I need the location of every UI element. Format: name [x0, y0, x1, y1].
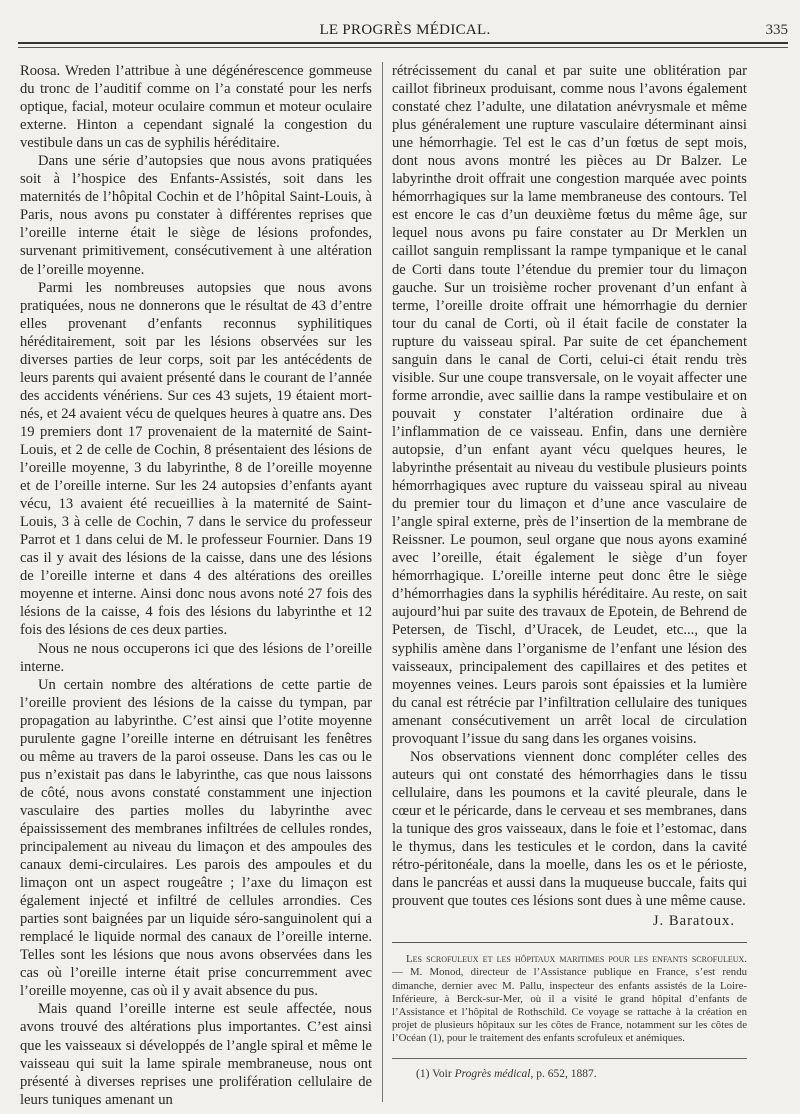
paragraph: Un certain nombre des altérations de cette partie de l’oreille provient des lésions de la caisse du tympan, par propagation au labyrinthe. C’est ainsi que l’otite moyenne purulente gagne l’oreille interne en détruisant les fenêtres ou même au travers de la paroi osseuse. Dans les cas ou le pus n’existait pas dans le labyrinthe, cas que nous laissons de côté, nous avons constaté constamment une injection vasculaire des parties molles du labyrinthe avec épaississement des membranes infiltrées de cellules rondes, principalement au niveau du limaçon et des ampoules des canaux demi-circulaires. Les parois des ampoules et du limaçon ont un aspect rougeâtre ; l’axe du limaçon est également injecté et infiltré de cellules arrondies. Ces parties sont baignées par un liquide séro-sanguinolent qui a remplacé le liquide normal des canaux de l’oreille interne. Telles sont les lésions que nous avons observées dans les cas où l’oreille interne était prise concurremment avec l’oreille moyenne, cas où il y avait absence du pus. [20, 676, 372, 1000]
header-rule-thin [18, 47, 788, 48]
paragraph: Nous ne nous occuperons ici que des lésions de l’oreille interne. [20, 640, 372, 675]
paragraph: Mais quand l’oreille interne est seule affectée, nous avons trouvé des altérations plus importantes. C’est ainsi que les vaisseaux si développés de l’angle spiral et même le vaisseau qui suit la lame spirale membraneuse, nous ont présenté à diverses reprises une prolifération cellulaire de leurs tuniques amenant un [20, 1001, 372, 1108]
news-notice [392, 953, 747, 1045]
footnote [392, 1067, 747, 1081]
footnote-prefix: (1) Voir [416, 1067, 452, 1080]
running-title: LE PROGRÈS MÉDICAL. [319, 22, 491, 38]
author-signature: J. Baratoux. [652, 913, 735, 930]
footnote-journal-title: Progrès médical [454, 1067, 531, 1080]
paragraph: Dans une série d’autopsies que nous avons pratiquées soit à l’hospice des Enfants-Assistés, soit dans les maternités de l’hôpital Cochin et de l’hôpital Saint-Louis, à Paris, nous avons pu constater à différentes reprises que l’oreille interne était le siège de lésions profondes, survenant primitivement, consécutivement à une altération de l’oreille moyenne. [20, 153, 372, 278]
paragraph: Nos observations viennent donc compléter celles des auteurs qui ont constaté des hémorrhagies dans le tissu cellulaire, dans les poumons et la cavité pleurale, dans le cœur et le péricarde, dans le cerveau et ses membranes, dans la tunique des gros vaisseaux, dans le foie et l’estomac, dans le thymus, dans les testicules et le cordon, dans la cavité rétro-péritonéale, dans la moelle, dans les os et le périoste, dans le pancréas et aussi dans la muqueuse buccale, faits qui prouvent que toutes ces lésions sont dues à une même cause. [392, 748, 747, 910]
footnote-rule [392, 1058, 747, 1059]
header-rule-thick [18, 42, 788, 44]
left-column [20, 62, 372, 1109]
page-header [22, 22, 788, 40]
notice-heading: Les scrofuleux et les hôpitaux maritimes pour les enfants scrofuleux. [406, 953, 747, 966]
page-number: 335 [765, 22, 788, 38]
paragraph: Roosa. Wreden l’attribue à une dégénérescence gommeuse du tronc de l’auditif comme on l’a constaté pour les nerfs optique, facial, moteur oculaire commun et moteur oculaire externe. Hinton a cependant signalé la congestion du vestibule dans un cas de syphilis héréditaire. [20, 63, 372, 152]
paragraph: rétrécissement du canal et par suite une oblitération par caillot fibrineux produisant, comme nous l’avons également constaté chez l’adulte, une dilatation anévrysmale et même plus généralement une rupture vasculaire déterminant ainsi une hémorrhagie. Tel est le cas d’un fœtus de sept mois, dont nous avons montré les pièces au Dr Balzer. Le labyrinthe droit offrait une congestion marquée avec points hémorrhagiques sur la lame membraneuse des contours. Tel est encore le cas d’un deuxième fœtus du même âge, sur lequel nous avons pu faire constater au Dr Merklen un caillot sanguin remplissant la rampe tympanique et le canal de Corti dans toute l’étendue du premier tour du limaçon gauche. Sur un troisième rocher provenant d’un enfant à terme, l’oreille droite offrait une hémorrhagie du dernier tour du canal de Corti, où il était facile de constater la rupture du vaisseau spiral. Par suite de cet épanchement sanguin dans le canal de Corti, celui-ci était rendu très visible. Sur une coupe transversale, on le voyait affecter une forme arrondie, avec saillie dans la rampe vestibulaire et on pouvait y constater l’altération ordinaire due à l’inflammation de ce vaisseau. Enfin, dans une dernière autopsie, d’un enfant ayant vécu quelques heures, le labyrinthe présentait au niveau du vestibule plusieurs points hémorrhagiques avec rupture du vaisseau spiral au niveau du premier tour du limaçon et d’une ance vasculaire de l’angle spiral externe, près de l’insertion de la membrane de Reissner. Le poumon, seul organe que nous ayons examiné avec l’oreille, était également le siège d’un foyer hémorrhagique. L’oreille interne peut donc être le siège d’hémorrhagies dans la syphilis héréditaire. Au reste, on sait aujourd’hui par suite des travaux de Epotein, de Behrend de Petersen, de Tischl, d’Uracek, de Leudet, etc..., que la syphilis amène dans l’organisme de l’enfant une lésion des vaisseaux, principalement des capillaires et des petites et moyennes veines. Leurs parois sont épaissies et la lumière du canal est rétrécie par l’infiltration cellulaire des tuniques amenant consécutivement un arrêt local de circulation provoquant l’issue du sang dans les organes voisins. [392, 63, 747, 747]
right-column [392, 62, 747, 1081]
footnote-suffix: , p. 652, 1887. [530, 1067, 597, 1080]
notice-body: — M. Monod, directeur de l’Assistance publique en France, s’est rendu dimanche, dernier avec M. Pallu, inspecteur des enfants assistés de la Loire-Inférieure, à Berck-sur-Mer, où il a visité le grand hôpital d’enfants de l’Assistance et l’hôpital de Rothschild. Ce voyage se rattache à la création en projet de plusieurs hôpitaux sur les côtes de France, notamment sur les côtes de l’Océan (1), pour le traitement des enfants scrofuleux et anémiques. [392, 966, 747, 1045]
section-rule [392, 942, 747, 943]
column-divider [382, 62, 383, 1102]
paragraph: Parmi les nombreuses autopsies que nous avons pratiquées, nous ne donnerons que le résultat de 43 d’entre elles provenant d’enfants reconnus syphilitiques héréditairement, soit par les lésions observées sur les diverses parties de leur corps, soit par les antécédents de leurs parents qui avaient présenté dans le courant de l’année des accidents vénériens. Sur ces 43 sujets, 19 étaient mort-nés, et 24 avaient vécu de quelques heures à quatre ans. Des 19 premiers dont 17 provenaient de la maternité de Saint-Louis, et 2 de celle de Cochin, 8 présentaient des lésions de l’oreille moyenne, 3 du labyrinthe, 8 de l’oreille moyenne et de l’oreille interne. Sur les 24 autopsies d’enfants ayant vécu, 13 avaient été recueillies à la maternité de Saint-Louis, 3 à celle de Cochin, 7 dans le service du professeur Parrot et 1 dans celui de M. le professeur Fournier. Dans 19 cas il y avait des lésions de la caisse, dans une des lésions de l’oreille interne et dans 4 des altérations des oreilles moyenne et interne. Ainsi donc nous avons noté 27 fois des lésions de la caisse, 4 fois des lésions du labyrinthe et 12 fois des lésions de ces deux parties. [20, 279, 372, 639]
